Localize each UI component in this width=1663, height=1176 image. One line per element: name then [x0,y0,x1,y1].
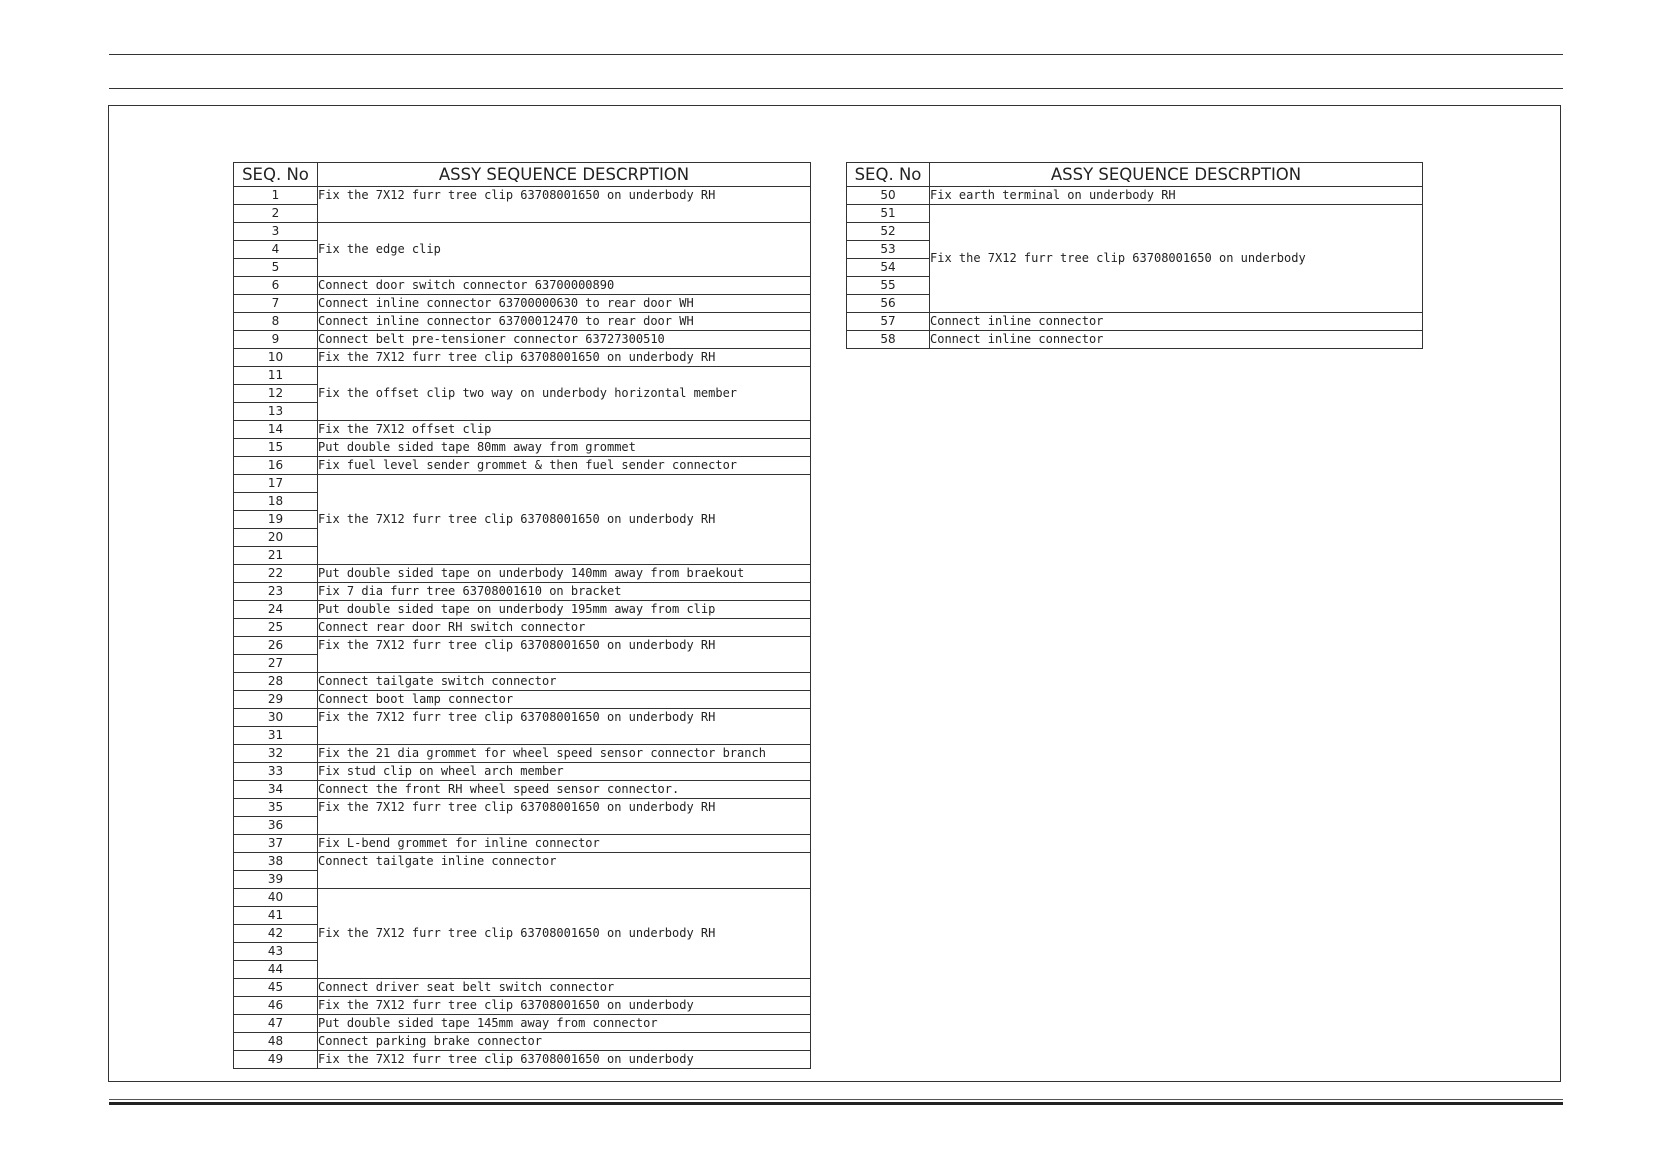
footer-rule-thick [109,1102,1563,1105]
table-row [234,1051,811,1069]
column-header-seq-no: SEQ. No [234,163,318,187]
seq-number-cell: 52 [847,223,930,241]
sequence-table-right [846,162,1423,349]
seq-number-cell: 8 [234,313,318,331]
seq-number-cell: 47 [234,1015,318,1033]
seq-number-cell: 41 [234,907,318,925]
seq-number-cell: 10 [234,349,318,367]
seq-number-cell: 9 [234,331,318,349]
seq-number-cell: 16 [234,457,318,475]
seq-number-cell: 36 [234,817,318,835]
column-header-description: ASSY SEQUENCE DESCRPTION [318,163,811,187]
table-row [234,709,811,727]
seq-number-cell: 54 [847,259,930,277]
seq-number-cell: 45 [234,979,318,997]
seq-number-cell: 2 [234,205,318,223]
seq-number-cell: 50 [847,187,930,205]
description-cell: Fix the 7X12 furr tree clip 63708001650 on underbody RH [318,637,811,673]
seq-number-cell: 21 [234,547,318,565]
description-cell: Fix the 7X12 furr tree clip 63708001650 on underbody RH [318,709,811,745]
table-row [234,979,811,997]
seq-number-cell: 51 [847,205,930,223]
table-row [234,475,811,493]
seq-number-cell: 22 [234,565,318,583]
seq-number-cell: 7 [234,295,318,313]
seq-number-cell: 11 [234,367,318,385]
description-cell: Connect inline connector [930,331,1423,349]
description-cell: Connect belt pre-tensioner connector 63727300510 [318,331,811,349]
seq-number-cell: 13 [234,403,318,421]
table-row [234,457,811,475]
table-header-row [847,163,1423,187]
table-row [234,835,811,853]
seq-number-cell: 40 [234,889,318,907]
description-cell: Connect the front RH wheel speed sensor connector. [318,781,811,799]
seq-number-cell: 17 [234,475,318,493]
column-header-seq-no: SEQ. No [847,163,930,187]
table-row [847,187,1423,205]
description-cell: Fix the offset clip two way on underbody horizontal member [318,367,811,421]
table-row [234,763,811,781]
header-rule-bottom [109,88,1563,89]
table-header-row [234,163,811,187]
table-row [234,223,811,241]
table-row [234,187,811,205]
footer-rule-thin [109,1099,1563,1100]
description-cell: Fix the 21 dia grommet for wheel speed sensor connector branch [318,745,811,763]
seq-number-cell: 18 [234,493,318,511]
table-row [234,295,811,313]
seq-number-cell: 31 [234,727,318,745]
seq-number-cell: 58 [847,331,930,349]
seq-number-cell: 35 [234,799,318,817]
seq-number-cell: 25 [234,619,318,637]
description-cell: Connect parking brake connector [318,1033,811,1051]
sequence-table-left [233,162,811,1069]
table-row [234,853,811,871]
description-cell: Connect boot lamp connector [318,691,811,709]
seq-number-cell: 53 [847,241,930,259]
table-row [847,331,1423,349]
header-rule-top [109,54,1563,55]
seq-number-cell: 34 [234,781,318,799]
table-row [234,637,811,655]
seq-number-cell: 55 [847,277,930,295]
table-row [234,1015,811,1033]
description-cell: Put double sided tape 145mm away from connector [318,1015,811,1033]
seq-number-cell: 43 [234,943,318,961]
table-row [234,745,811,763]
description-cell: Connect rear door RH switch connector [318,619,811,637]
seq-number-cell: 15 [234,439,318,457]
table-row [234,691,811,709]
table-row [847,205,1423,223]
description-cell: Connect tailgate inline connector [318,853,811,889]
table-row [234,619,811,637]
table-row [234,601,811,619]
seq-number-cell: 24 [234,601,318,619]
seq-number-cell: 1 [234,187,318,205]
description-cell: Fix 7 dia furr tree 63708001610 on bracket [318,583,811,601]
description-cell: Fix the 7X12 furr tree clip 63708001650 on underbody RH [318,475,811,565]
description-cell: Fix the edge clip [318,223,811,277]
description-cell: Fix the 7X12 furr tree clip 63708001650 on underbody [930,205,1423,313]
seq-number-cell: 38 [234,853,318,871]
column-header-description: ASSY SEQUENCE DESCRPTION [930,163,1423,187]
table-row [234,367,811,385]
table-row [234,799,811,817]
table-row [234,565,811,583]
seq-number-cell: 19 [234,511,318,529]
description-cell: Connect driver seat belt switch connector [318,979,811,997]
seq-number-cell: 57 [847,313,930,331]
seq-number-cell: 29 [234,691,318,709]
seq-number-cell: 27 [234,655,318,673]
table-row [234,277,811,295]
seq-number-cell: 30 [234,709,318,727]
description-cell: Fix the 7X12 furr tree clip 63708001650 on underbody RH [318,349,811,367]
description-cell: Connect inline connector 63700012470 to rear door WH [318,313,811,331]
seq-number-cell: 3 [234,223,318,241]
description-cell: Fix the 7X12 furr tree clip 63708001650 on underbody RH [318,889,811,979]
description-cell: Put double sided tape on underbody 195mm away from clip [318,601,811,619]
description-cell: Connect tailgate switch connector [318,673,811,691]
description-cell: Connect inline connector 63700000630 to rear door WH [318,295,811,313]
table-row [234,781,811,799]
table-row [234,349,811,367]
description-cell: Connect inline connector [930,313,1423,331]
seq-number-cell: 56 [847,295,930,313]
seq-number-cell: 12 [234,385,318,403]
seq-number-cell: 32 [234,745,318,763]
seq-number-cell: 20 [234,529,318,547]
description-cell: Put double sided tape on underbody 140mm away from braekout [318,565,811,583]
seq-number-cell: 39 [234,871,318,889]
description-cell: Put double sided tape 80mm away from grommet [318,439,811,457]
table-row [234,331,811,349]
description-cell: Fix the 7X12 furr tree clip 63708001650 on underbody [318,1051,811,1069]
table-row [847,313,1423,331]
table-row [234,1033,811,1051]
description-cell: Fix stud clip on wheel arch member [318,763,811,781]
seq-number-cell: 6 [234,277,318,295]
description-cell: Fix the 7X12 furr tree clip 63708001650 on underbody [318,997,811,1015]
description-cell: Fix the 7X12 furr tree clip 63708001650 on underbody RH [318,187,811,223]
description-cell: Fix the 7X12 offset clip [318,421,811,439]
seq-number-cell: 48 [234,1033,318,1051]
seq-number-cell: 33 [234,763,318,781]
table-row [234,889,811,907]
table-row [234,439,811,457]
description-cell: Fix fuel level sender grommet & then fuel sender connector [318,457,811,475]
seq-number-cell: 49 [234,1051,318,1069]
seq-number-cell: 44 [234,961,318,979]
description-cell: Connect door switch connector 63700000890 [318,277,811,295]
seq-number-cell: 26 [234,637,318,655]
seq-number-cell: 46 [234,997,318,1015]
table-row [234,673,811,691]
seq-number-cell: 4 [234,241,318,259]
description-cell: Fix the 7X12 furr tree clip 63708001650 on underbody RH [318,799,811,835]
description-cell: Fix L-bend grommet for inline connector [318,835,811,853]
seq-number-cell: 14 [234,421,318,439]
seq-number-cell: 37 [234,835,318,853]
table-row [234,583,811,601]
seq-number-cell: 42 [234,925,318,943]
table-row [234,997,811,1015]
seq-number-cell: 5 [234,259,318,277]
seq-number-cell: 28 [234,673,318,691]
table-row [234,421,811,439]
table-row [234,313,811,331]
description-cell: Fix earth terminal on underbody RH [930,187,1423,205]
seq-number-cell: 23 [234,583,318,601]
